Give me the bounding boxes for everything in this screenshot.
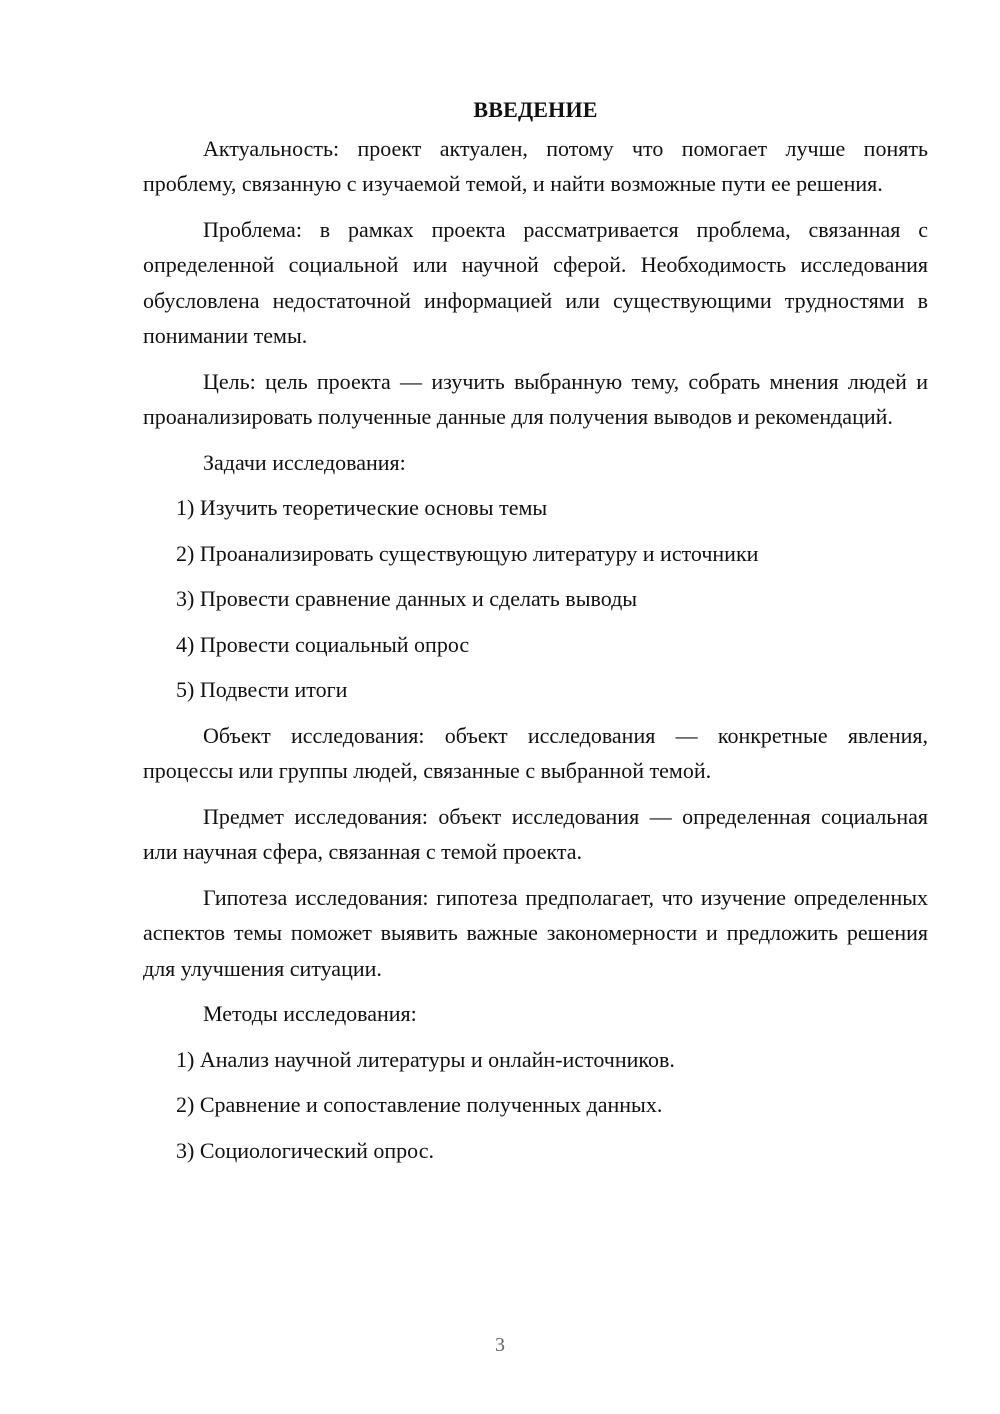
goal-paragraph: Цель: цель проекта — изучить выбранную тему, собрать мнения людей и проанализировать полученные данные для получения выводов и рекомендаций.: [143, 368, 928, 429]
relevance-paragraph: Актуальность: проект актуален, потому что помогает лучше понять проблему, связанную с изучаемой темой, и найти возможные пути ее решения.: [143, 135, 928, 196]
page-title: ВВЕДЕНИЕ: [473, 97, 598, 122]
subject-paragraph: Предмет исследования: объект исследования — определенная социальная или научная сфера, связанная с темой проекта.: [143, 803, 928, 864]
page-number: 3: [495, 1334, 505, 1356]
list-item: 3) Провести сравнение данных и сделать выводы: [176, 586, 638, 611]
page-content: [143, 92, 928, 1178]
methods-title: Методы исследования:: [203, 1001, 417, 1026]
list-item: 1) Анализ научной литературы и онлайн-источников.: [176, 1046, 675, 1072]
list-item: 4) Провести социальный опрос: [176, 631, 470, 657]
list-item: 1) Изучить теоретические основы темы: [176, 495, 548, 520]
list-item: 2) Сравнение и сопоставление полученных данных.: [176, 1092, 663, 1117]
list-item: 2) Проанализировать существующую литературу и источники: [176, 540, 759, 566]
object-paragraph: Объект исследования: объект исследования — конкретные явления, процессы или группы людей, связанные с выбранной темой.: [143, 722, 928, 783]
problem-paragraph: Проблема: в рамках проекта рассматривается проблема, связанная с определенной социальной или научной сферой. Необходимость исследования обусловлена недостаточной информацией или существующими трудностями в понимании темы.: [143, 216, 928, 348]
list-item: 3) Социологический опрос.: [176, 1137, 434, 1163]
list-item: 5) Подвести итоги: [176, 677, 348, 702]
tasks-title: Задачи исследования:: [203, 449, 406, 475]
methods-list: [143, 1042, 928, 1169]
hypothesis-paragraph: Гипотеза исследования: гипотеза предполагает, что изучение определенных аспектов темы поможет выявить важные закономерности и предложить решения для улучшения ситуации.: [143, 884, 928, 981]
tasks-list: [143, 490, 928, 708]
